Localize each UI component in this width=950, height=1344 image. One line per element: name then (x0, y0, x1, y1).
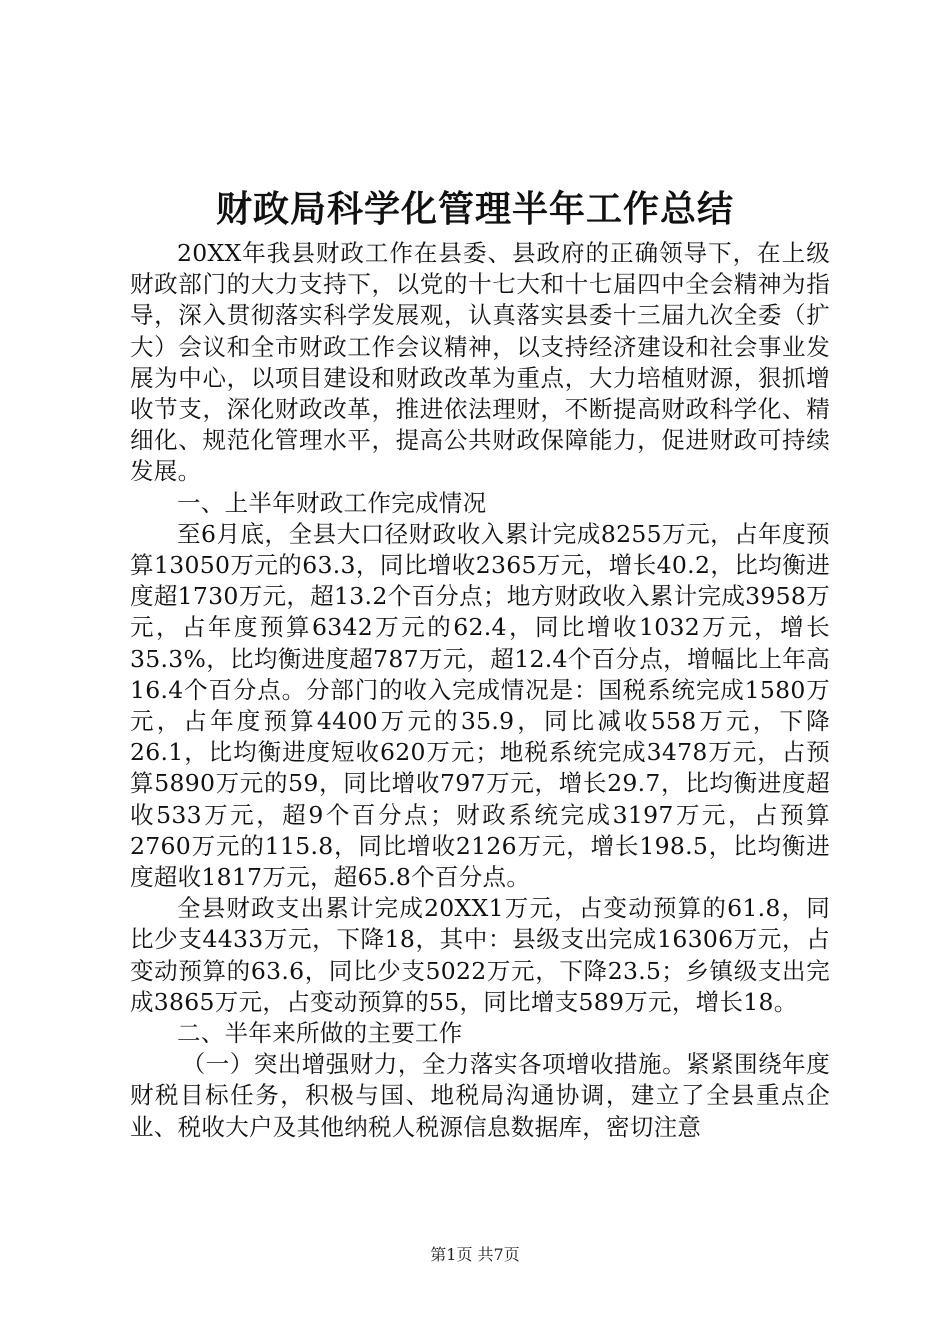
paragraph-intro: 20XX年我县财政工作在县委、县政府的正确领导下，在上级财政部门的大力支持下，以党的十七大和十七届四中全会精神为指导，深入贯彻落实科学发展观，认真落实县委十三届九次全委（扩大）会议和全市财政工作会议精神，以支持经济建设和社会事业发展为中心，以项目建设和财政改革为重点，大力培植财源，狠抓增收节支，深化财政改革，推进依法理财，不断提高财政科学化、精细化、规范化管理水平，提高公共财政保障能力，促进财政可持续发展。 (130, 239, 830, 486)
document-title: 财政局科学化管理半年工作总结 (215, 188, 734, 230)
page-footer: 第1页 共7页 (430, 1245, 520, 1264)
paragraph-revenue: 至6月底，全县大口径财政收入累计完成8255万元，占年度预算13050万元的63.3，同比增收2365万元，增长40.2，比均衡进度超1730万元，超13.2个百分点；地方财政收入累计完成3958万元，占年度预算6342万元的62.4，同比增收1032万元，增长35.3%，比均衡进度超787万元，超12.4个百分点，增幅比上年高16.4个百分点。分部门的收入完成情况是：国税系统完成1580万元，占年度预算4400万元的35.9，同比减收558万元，下降26.1，比均衡进度短收620万元；地税系统完成3478万元，占预算5890万元的59，同比增收797万元，增长29.7，比均衡进度超收533万元，超9个百分点；财政系统完成3197万元，占预算2760万元的115.8，同比增收2126万元，增长198.5，比均衡进度超收1817万元，超65.8个百分点。 (130, 519, 830, 892)
section-heading-1: 一、上半年财政工作完成情况 (177, 488, 487, 517)
document-body (130, 238, 830, 1143)
section-heading-2: 二、半年来所做的主要工作 (177, 1019, 463, 1048)
paragraph-expenditure: 全县财政支出累计完成20XX1万元，占变动预算的61.8，同比少支4433万元，下降18，其中：县级支出完成16306万元，占变动预算的63.6，同比少支5022万元，下降23.5；乡镇级支出完成3865万元，占变动预算的55，同比增支589万元，增长18。 (130, 894, 830, 1016)
paragraph-subsection-1: （一）突出增强财力，全力落实各项增收措施。紧紧围绕年度财税目标任务，积极与国、地税局沟通协调，建立了全县重点企业、税收大户及其他纳税人税源信息数据库，密切注意 (130, 1050, 830, 1141)
